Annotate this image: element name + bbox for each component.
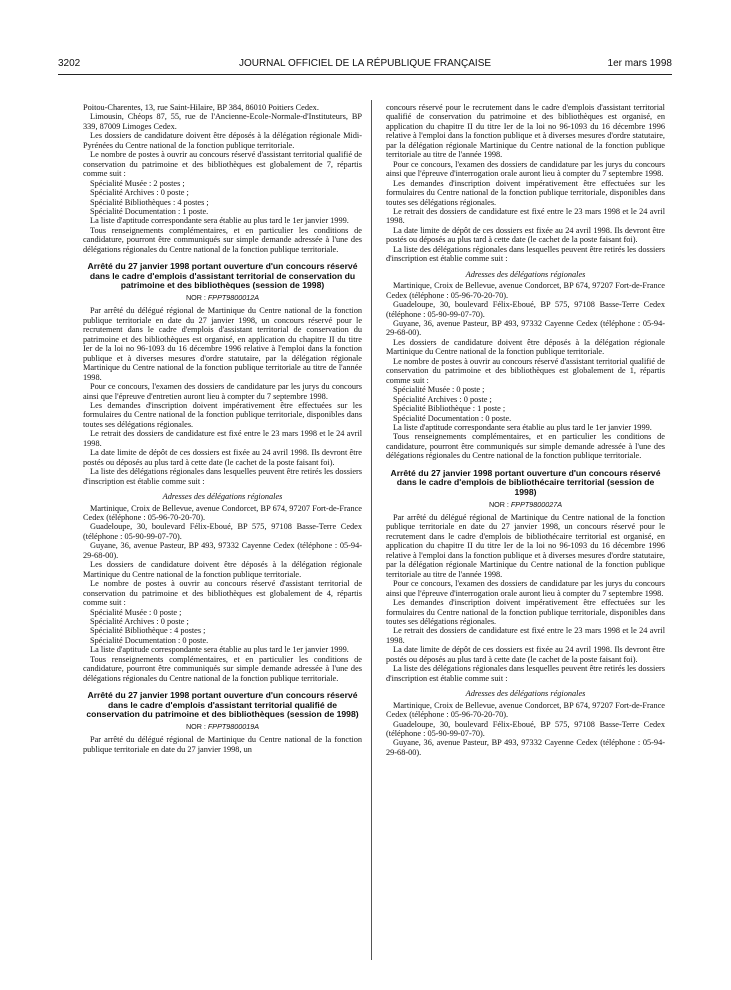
list-item: Spécialité Musée : 0 poste ; <box>90 607 182 617</box>
paragraph: Le retrait des dossiers de candidature est fixé entre le 23 mars 1998 et le 24 avril 1998. <box>83 429 362 448</box>
decree-title: Arrêté du 27 janvier 1998 portant ouverture d'un concours réservé dans le cadre d'emplois de bibliothécaire territorial (session de 1998) <box>390 467 661 497</box>
list-item: Spécialité Documentation : 0 poste. <box>393 413 512 423</box>
paragraph: Le retrait des dossiers de candidature est fixé entre le 23 mars 1998 et le 24 avril 1998. <box>386 626 665 645</box>
paragraph: La liste des délégations régionales dans lesquelles peuvent être retirés les dossiers d'inscription est établie comme suit : <box>83 467 362 486</box>
paragraph: La liste des délégations régionales dans lesquelles peuvent être retirés les dossiers d'inscription est établie comme suit : <box>386 664 665 683</box>
paragraph: Pour ce concours, l'examen des dossiers de candidature par les jurys du concours ainsi que l'épreuve d'entretien auront lieu à compter du 7 septembre 1998. <box>83 382 362 401</box>
list-item: Spécialité Musée : 2 postes ; <box>90 178 185 188</box>
paragraph: Le nombre de postes à ouvrir au concours réservé d'assistant territorial qualifié de conservation du patrimoine et des bibliothèques est globalement de 1, répartis comme suit : <box>386 356 665 385</box>
list-item: Spécialité Bibliothèque : 1 poste ; <box>393 404 506 414</box>
paragraph: La date limite de dépôt de ces dossiers est fixée au 24 avril 1998. Ils devront être postés ou déposés au plus tard à cette date (le cachet de la poste faisant foi). <box>386 645 665 664</box>
nor-reference <box>83 722 362 731</box>
paragraph: concours réservé pour le recrutement dans le cadre d'emplois d'assistant territorial qualifié de conservation du patrimoine et des bibliothèques est organisé, en application du chapitre II du titre Ier de la loi no 96-1093 du 16 décembre 1996 relative à l'emploi dans la fonction publique et à diverses mesures d'ordre statutaire, par la délégation régionale Martinique du Centre national de la fonction publique territoriale au titre de l'année 1998. <box>386 103 665 160</box>
addresses-heading: Adresses des délégations régionales <box>465 269 586 279</box>
paragraph: Les demandes d'inscription doivent impérativement être effectuées sur les formulaires du Centre national de la fonction publique territoriale, disponibles dans toutes ses délégations régionales. <box>386 178 665 207</box>
address-line: Poitou-Charentes, 13, rue Saint-Hilaire, BP 384, 86010 Poitiers Cedex. <box>83 103 319 112</box>
address-entry: Martinique, Croix de Bellevue, avenue Condorcet, BP 674, 97207 Fort-de-France Cedex (téléphone : 05-96-70-20-70). <box>83 503 362 522</box>
nor-reference <box>386 500 665 509</box>
address-entry: Guadeloupe, 30, boulevard Félix-Eboué, BP 575, 97108 Basse-Terre Cedex (téléphone : 05-90-99-07-70). <box>83 522 362 541</box>
paragraph: Les demandes d'inscription doivent impérativement être effectuées sur les formulaires du Centre national de la fonction publique territoriale, disponibles dans toutes ses délégations régionales. <box>386 598 665 626</box>
paragraph: Tous renseignements complémentaires, et en particulier les conditions de candidature, pourront être communiqués sur simple demande adressée à l'une des délégations régionales du Centre national de la fonction publique territoriale. <box>83 654 362 683</box>
list-item: Spécialité Musée : 0 poste ; <box>393 385 485 395</box>
paragraph: Le nombre de postes à ouvrir au concours réservé d'assistant territorial qualifié de conservation du patrimoine et des bibliothèques est globalement de 7, répartis comme suit : <box>83 150 362 179</box>
nor-reference <box>83 293 362 302</box>
paragraph: Par arrêté du délégué régional de Martinique du Centre national de la fonction publique territoriale en date du 27 janvier 1998, un <box>83 735 362 754</box>
list-item: Spécialité Bibliothèque : 4 postes ; <box>90 626 206 636</box>
nor-label: NOR : <box>488 499 511 509</box>
page-number: 3202 <box>58 58 81 69</box>
paragraph: Les demandes d'inscription doivent impérativement être effectuées sur les formulaires du Centre national de la fonction publique territoriale, disponibles dans toutes ses délégations régionales. <box>83 401 362 429</box>
paragraph: Les dossiers de candidature doivent être déposés à la délégation régionale Midi-Pyrénées du Centre national de la fonction publique territoriale. <box>83 131 362 150</box>
address-entry: Guadeloupe, 30, boulevard Félix-Eboué, BP 575, 97108 Basse-Terre Cedex (téléphone : 05-90-99-07-70). <box>386 300 665 319</box>
nor-label: NOR : <box>185 721 208 731</box>
paragraph: La liste des délégations régionales dans lesquelles peuvent être retirés les dossiers d'inscription est établie comme suit : <box>386 244 665 264</box>
list-item: Spécialité Documentation : 1 poste. <box>90 206 209 216</box>
paragraph: Par arrêté du délégué régional de Martinique du Centre national de la fonction publique territoriale en date du 27 janvier 1998, un concours réservé pour le recrutement dans le cadre d'emplois d'assistant territorial de conservation du patrimoine et des bibliothèques est organisé, en application du chapitre II du titre Ier de la loi no 96-1093 du 16 décembre 1996 relative à l'emploi dans la fonction publique et à diverses mesures d'ordre statutaire, par la délégation régionale Martinique du Centre national de la fonction publique territoriale au titre de l'année 1998. <box>83 306 362 382</box>
page-header <box>58 58 672 74</box>
list-item: Spécialité Archives : 0 poste ; <box>90 188 189 198</box>
paragraph: Le nombre de postes à ouvrir au concours réservé d'assistant territorial de conservation du patrimoine et des bibliothèques est globalement de 4, répartis comme suit : <box>83 579 362 608</box>
nor-code: FPPT9800012A <box>207 293 260 303</box>
addresses-heading: Adresses des délégations régionales <box>162 492 283 502</box>
decree-title: Arrêté du 27 janvier 1998 portant ouverture d'un concours réservé dans le cadre d'emplois d'assistant territorial qualifié de conservation du patrimoine et des bibliothèques (session de 1998) <box>86 690 359 720</box>
decree-title: Arrêté du 27 janvier 1998 portant ouverture d'un concours réservé dans le cadre d'emplois d'assistant territorial de conservation du patrimoine et des bibliothèques (session de 1998) <box>87 261 358 291</box>
list-item: Spécialité Archives : 0 poste ; <box>393 394 492 404</box>
paragraph: Pour ce concours, l'examen des dossiers de candidature par les jurys du concours ainsi que l'épreuve d'interrogation orale auront lieu à compter du 7 septembre 1998. <box>386 159 665 179</box>
paragraph: Pour ce concours, l'examen des dossiers de candidature par les jurys du concours ainsi que l'épreuve d'interrogation orale auront lieu à compter du 7 septembre 1998. <box>386 579 665 598</box>
journal-title: JOURNAL OFFICIEL DE LA RÉPUBLIQUE FRANÇAISE <box>238 58 492 69</box>
paragraph: La date limite de dépôt de ces dossiers est fixée au 24 avril 1998. Ils devront être postés ou déposés au plus tard à cette date (le cachet de la poste faisant foi). <box>83 448 362 467</box>
left-column <box>83 103 362 958</box>
paragraph: La liste d'aptitude correspondante sera établie au plus tard le 1er janvier 1999. <box>90 216 349 226</box>
nor-code: FPPT9800027A <box>510 499 563 509</box>
paragraph: Les dossiers de candidature doivent être déposés à la délégation régionale Martinique du Centre national de la fonction publique territoriale. <box>386 337 665 357</box>
address-line: Limousin, Chéops 87, 55, rue de l'Ancienne-Ecole-Normale-d'Instituteurs, BP 339, 87009 Limoges Cedex. <box>83 112 362 131</box>
nor-code: FPPT9800019A <box>207 721 260 731</box>
paragraph: La liste d'aptitude correspondante sera établie au plus tard le 1er janvier 1999. <box>90 645 349 655</box>
addresses-heading: Adresses des délégations régionales <box>465 689 586 699</box>
paragraph: Par arrêté du délégué régional de Martinique du Centre national de la fonction publique territoriale en date du 27 janvier 1998, un concours réservé pour le recrutement dans le cadre d'emplois de bibliothécaire territorial est organisé, en application du chapitre II du titre Ier de la loi no 96-1093 du 16 décembre 1996 relative à l'emploi dans la fonction publique et à diverses mesures d'ordre statutaire, par la délégation régionale Martinique du Centre national de la fonction publique territoriale au titre de l'année 1998. <box>386 513 665 579</box>
paragraph: La date limite de dépôt de ces dossiers est fixée au 24 avril 1998. Ils devront être postés ou déposés au plus tard à cette date (le cachet de la poste faisant foi). <box>386 225 665 245</box>
nor-label: NOR : <box>185 293 208 303</box>
address-entry: Guadeloupe, 30, boulevard Félix-Eboué, BP 575, 97108 Basse-Terre Cedex (téléphone : 05-90-99-07-70). <box>386 719 665 738</box>
paragraph: Le retrait des dossiers de candidature est fixé entre le 23 mars 1998 et le 24 avril 1998. <box>386 206 665 226</box>
address-entry: Guyane, 36, avenue Pasteur, BP 493, 97332 Cayenne Cedex (téléphone : 05-94-29-68-00). <box>83 541 362 560</box>
address-entry: Martinique, Croix de Bellevue, avenue Condorcet, BP 674, 97207 Fort-de-France Cedex (téléphone : 05-96-70-20-70). <box>386 700 665 720</box>
list-item: Spécialité Archives : 0 poste ; <box>90 616 189 626</box>
paragraph: La liste d'aptitude correspondante sera établie au plus tard le 1er janvier 1999. <box>393 422 652 432</box>
address-entry: Martinique, Croix de Bellevue, avenue Condorcet, BP 674, 97207 Fort-de-France Cedex (téléphone : 05-96-70-20-70). <box>386 281 665 300</box>
paragraph: Tous renseignements complémentaires, et en particulier les conditions de candidature, pourront être communiqués sur simple demande adressée à l'une des délégations régionales du Centre national de la fonction publique territoriale. <box>83 225 362 254</box>
list-item: Spécialité Bibliothèques : 4 postes ; <box>90 197 209 207</box>
issue-date: 1er mars 1998 <box>607 58 672 69</box>
right-column <box>386 103 665 958</box>
address-entry: Guyane, 36, avenue Pasteur, BP 493, 97332 Cayenne Cedex (téléphone : 05-94-29-68-00). <box>386 738 665 757</box>
header-rule <box>58 74 672 75</box>
paragraph: Les dossiers de candidature doivent être déposés à la délégation régionale Martinique du Centre national de la fonction publique territoriale. <box>83 560 362 579</box>
paragraph: Tous renseignements complémentaires, et en particulier les conditions de candidature, pourront être communiqués sur simple demande adressée à l'une des délégations régionales du Centre national de la fonction publique territoriale. <box>386 432 665 461</box>
column-divider <box>371 100 372 960</box>
list-item: Spécialité Documentation : 0 poste. <box>90 635 209 645</box>
address-entry: Guyane, 36, avenue Pasteur, BP 493, 97332 Cayenne Cedex (téléphone : 05-94-29-68-00). <box>386 318 665 338</box>
